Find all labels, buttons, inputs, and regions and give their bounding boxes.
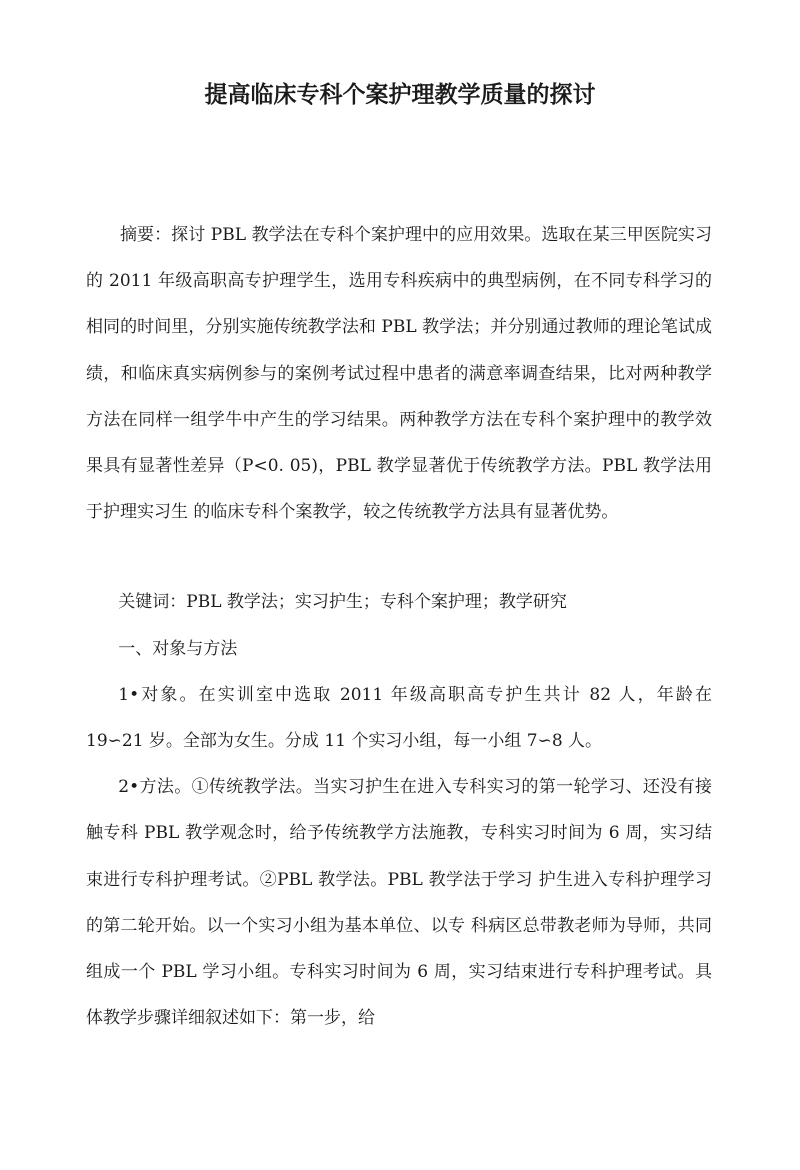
paragraph-gap [86, 535, 712, 579]
document-title: 提高临床专科个案护理教学质量的探讨 [204, 82, 596, 108]
keywords-paragraph: 关键词：PBL 教学法；实习护生；专科个案护理；教学研究 [118, 592, 567, 613]
method-paragraph-methods: 2•方法。①传统教学法。当实习护生在进入专科实习的第一轮学习、还没有接触专科 PBL 教学观念时，给予传统教学方法施教，专科实习时间为 6 周，实习结束进行专科护理考试。②PBL 教学法。PBL 教学法于学习 护生进入专科护理学习的第二轮开始。以一个实习小组为基本单位、以专 科病区总带教老师为导师，共同组成一个 PBL 学习小组。专科实习时间为 6 周，实习结束进行专科护理考试。具体教学步骤详细叙述如下：第一步，给 [86, 777, 712, 1029]
abstract-paragraph: 摘要：探讨 PBL 教学法在专科个案护理中的应用效果。选取在某三甲医院实习的 2011 年级高职高专护理学生，选用专科疾病中的典型病例，在不同专科学习的相同的时间里，分别实施传统教学法和 PBL 教学法；并分别通过教师的理论笔试成绩，和临床真实病例参与的案例考试过程中患者的满意率调查结果，比对两种教学方法在同样一组学牛中产生的学习结果。两种教学方法在专科个案护理中的教学效果具有显著性差异（P<0. 05)，PBL 教学显著优于传统教学方法。PBL 教学法用于护理实习生 的临床专科个案教学，较之传统教学方法具有显著优势。 [86, 225, 712, 523]
method-paragraph-subjects: 1•对象。在实训室中选取 2011 年级高职高专护生共计 82 人，年龄在 19∽21 岁。全部为女生。分成 11 个实习小组，每一小组 7∽8 人。 [86, 684, 712, 752]
section-heading: 一、对象与方法 [118, 638, 238, 659]
document-body [86, 212, 712, 1041]
